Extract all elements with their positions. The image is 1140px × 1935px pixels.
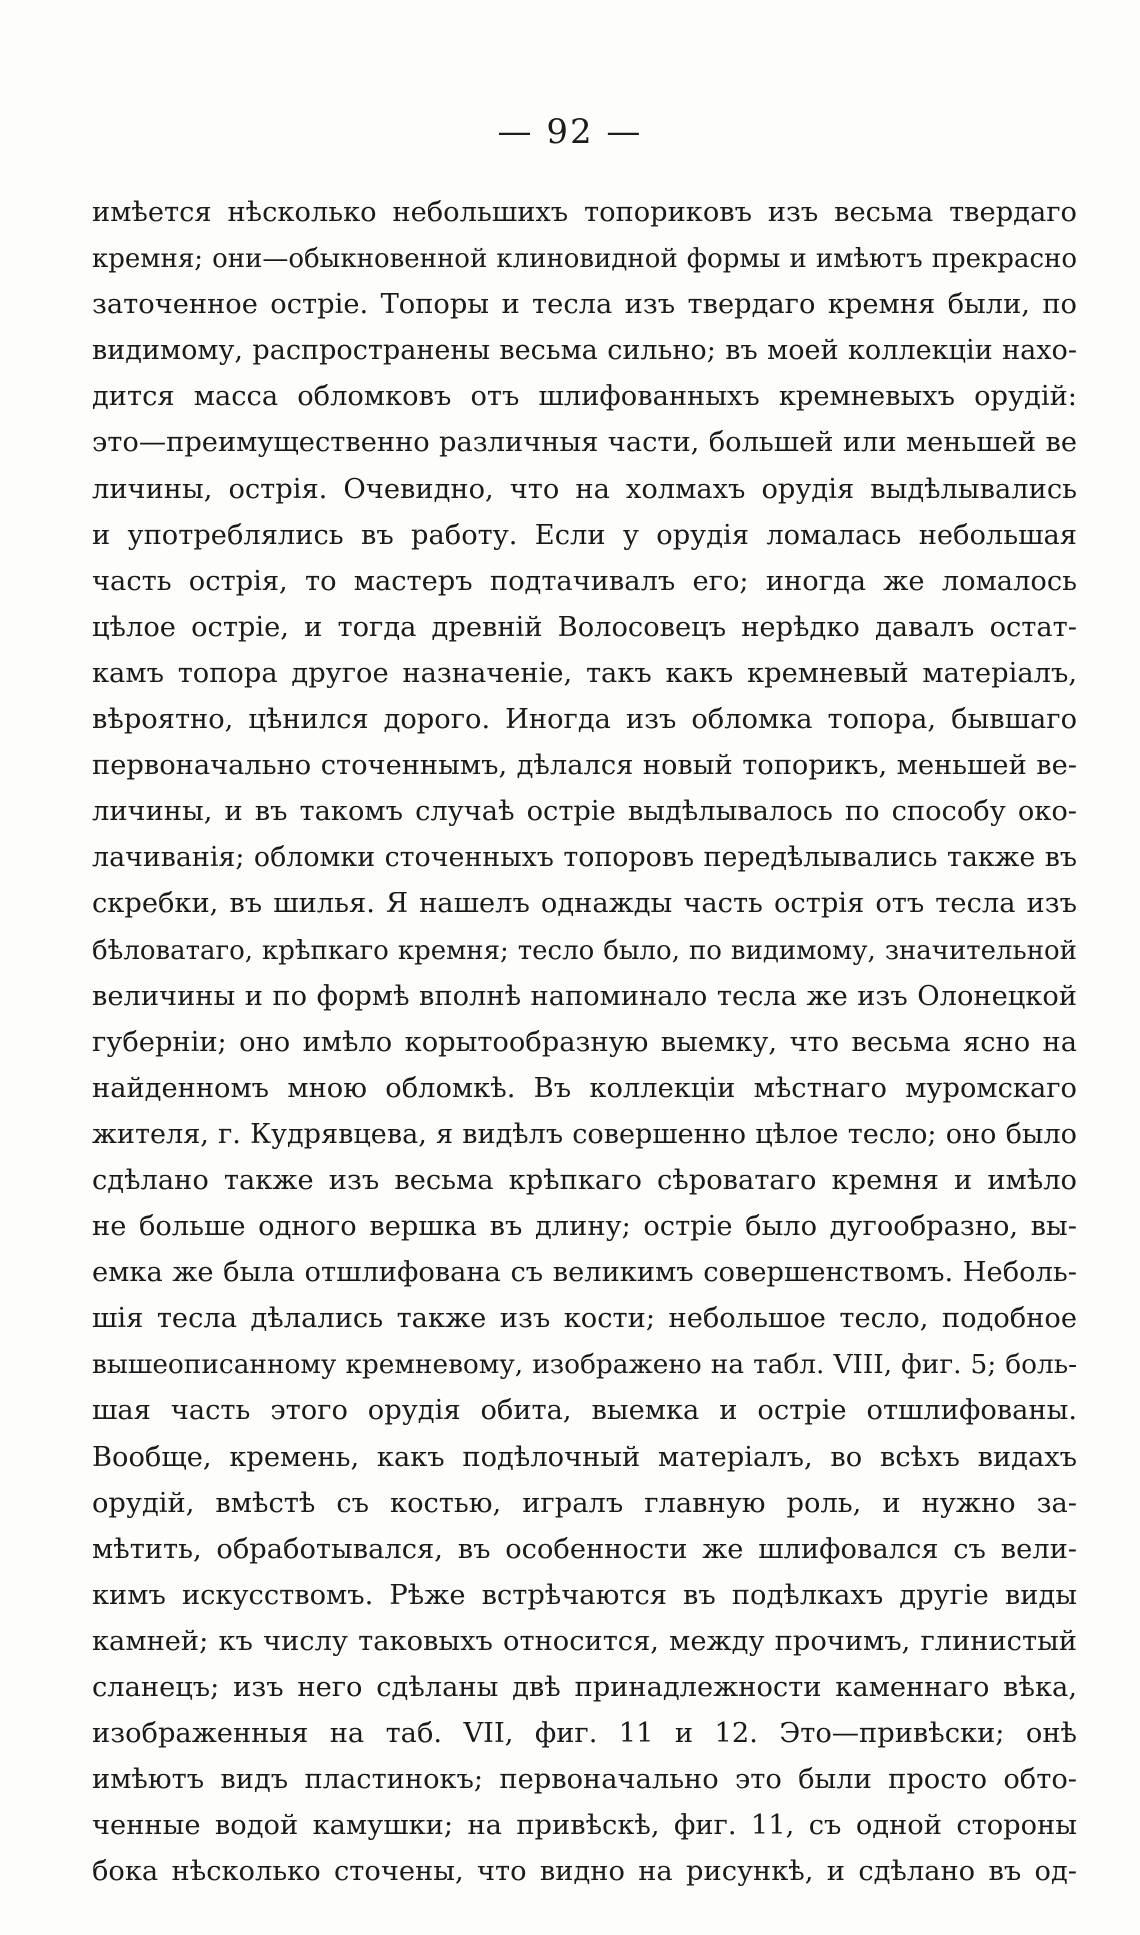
text-line: сланецъ; изъ него сдѣланы двѣ принадлежности каменнаго вѣка, xyxy=(92,1672,1077,1703)
body-text xyxy=(92,190,1077,1895)
text-line: личины, и въ такомъ случаѣ остріе выдѣлывалось по способу око- xyxy=(92,796,1077,828)
text-line: вышеописанному кремневому, изображено на табл. VIII, фиг. 5; боль- xyxy=(92,1350,1077,1381)
text-line: шая часть этого орудія обита, выемка и остріе отшлифованы. xyxy=(92,1395,1077,1427)
text-line: имѣютъ видъ пластинокъ; первоначально это были просто обто- xyxy=(92,1764,1077,1796)
text-line: кремня; они—обыкновенной клиновидной формы и имѣютъ прекрасно xyxy=(92,244,1077,275)
text-line: камъ топора другое назначеніе, такъ какъ кремневый матеріалъ, xyxy=(92,657,1077,689)
text-line: дится масса обломковъ отъ шлифованныхъ кремневыхъ орудій: xyxy=(92,381,1077,413)
text-line: емка же была отшлифована съ великимъ совершенствомъ. Неболь- xyxy=(92,1257,1077,1289)
text-line: мѣтить, обработывался, въ особенности же шлифовался съ вели- xyxy=(92,1533,1077,1565)
text-line: бѣловатаго, крѣпкаго кремня; тесло было, по видимому, значительной xyxy=(92,935,1077,966)
text-line: орудій, вмѣстѣ съ костью, игралъ главную роль, и нужно за- xyxy=(92,1487,1077,1519)
text-line: скребки, въ шилья. Я нашелъ однажды часть острія отъ тесла изъ xyxy=(92,888,1077,920)
text-line: ченные водой камушки; на привѣскѣ, фиг. 11, съ одной стороны xyxy=(92,1810,1077,1842)
text-line: вѣроятно, цѣнился дорого. Иногда изъ обломка топора, бывшаго xyxy=(92,704,1077,736)
text-line: шія тесла дѣлались также изъ кости; небольшое тесло, подобное xyxy=(92,1303,1077,1335)
text-line: часть острія, то мастеръ подтачивалъ его; иногда же ломалось xyxy=(92,565,1077,597)
text-line: и употреблялись въ работу. Если у орудія ломалась небольшая xyxy=(92,519,1077,551)
text-line: первоначально сточеннымъ, дѣлался новый топорикъ, меньшей ве- xyxy=(92,750,1077,782)
text-line: видимому, распространены весьма сильно; въ моей коллекціи нахо- xyxy=(92,335,1077,367)
text-line: величины и по формѣ вполнѣ напоминало тесла же изъ Олонецкой xyxy=(92,980,1077,1012)
text-line: губерніи; оно имѣло корытообразную выемку, что весьма ясно на xyxy=(92,1026,1077,1058)
text-line: цѣлое остріе, и тогда древній Волосовецъ нерѣдко давалъ остат- xyxy=(92,611,1077,643)
text-line: не больше одного вершка въ длину; остріе было дугообразно, вы- xyxy=(92,1211,1077,1243)
text-line: Вообще, кремень, какъ подѣлочный матеріалъ, во всѣхъ видахъ xyxy=(92,1441,1077,1473)
text-line: сдѣлано также изъ весьма крѣпкаго сѣроватаго кремня и имѣло xyxy=(92,1164,1077,1196)
text-line: бока нѣсколько сточены, что видно на рисункѣ, и сдѣлано въ од- xyxy=(92,1856,1077,1888)
text-line: камней; къ числу таковыхъ относится, между прочимъ, глинистый xyxy=(92,1625,1077,1657)
text-line: это—преимущественно различныя части, большей или меньшей ве xyxy=(92,427,1077,459)
text-line: изображенныя на таб. VII, фиг. 11 и 12. Это—привѣски; онѣ xyxy=(92,1718,1077,1750)
page-number: — 92 — xyxy=(497,112,643,152)
text-line: кимъ искусствомъ. Рѣже встрѣчаются въ подѣлкахъ другіе виды xyxy=(92,1579,1077,1611)
text-line: имѣется нѣсколько небольшихъ топориковъ изъ весьма твердаго xyxy=(92,197,1077,228)
text-line: найденномъ мною обломкѣ. Въ коллекціи мѣстнаго муромскаго xyxy=(92,1072,1077,1104)
text-line: заточенное остріе. Топоры и тесла изъ твердаго кремня были, по xyxy=(92,289,1077,321)
text-line: личины, острія. Очевидно, что на холмахъ орудія выдѣлывались xyxy=(92,473,1077,505)
text-line: жителя, г. Кудрявцева, я видѣлъ совершенно цѣлое тесло; оно было xyxy=(92,1118,1077,1150)
text-line: лачиванія; обломки сточенныхъ топоровъ передѣлывались также въ xyxy=(92,842,1077,874)
